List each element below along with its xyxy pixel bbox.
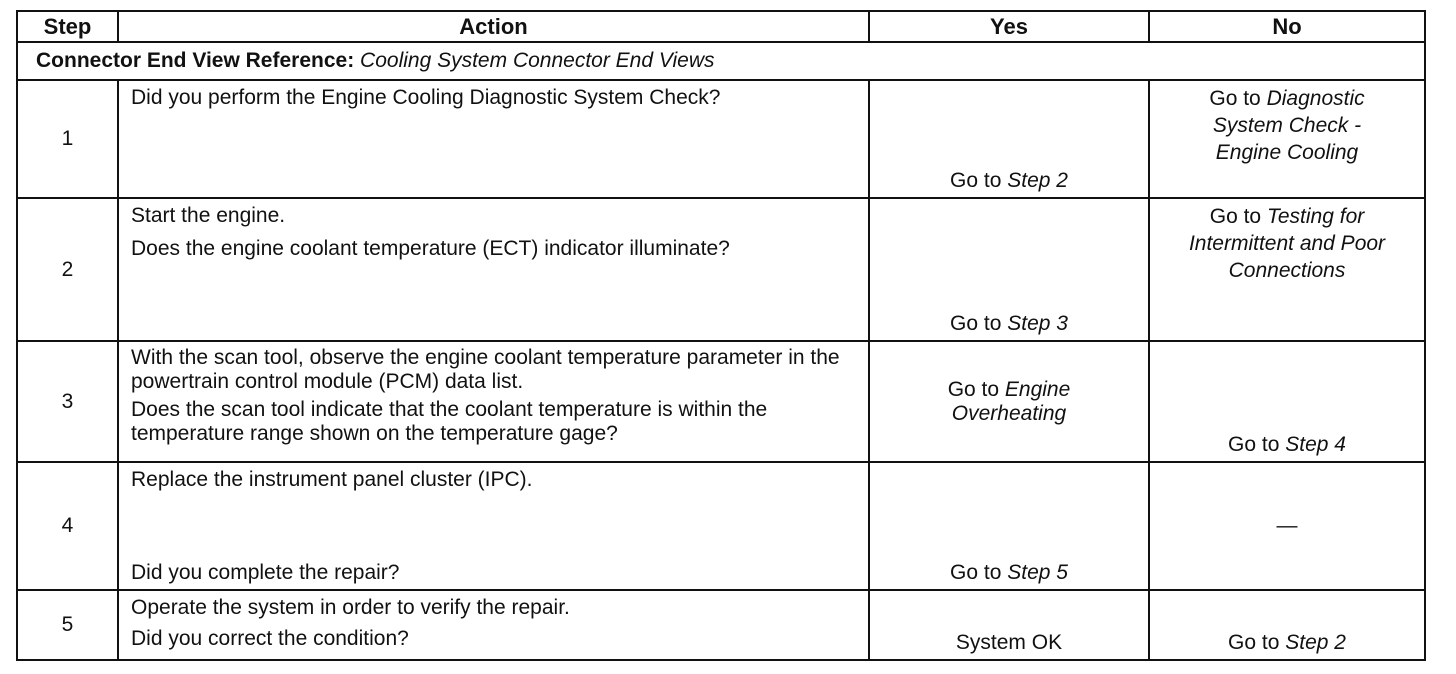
yes-cell — [869, 590, 1149, 660]
yes-prefix: Go to — [950, 312, 1002, 335]
no-link[interactable]: Diagnostic — [1266, 87, 1365, 110]
no-prefix: Go to — [1209, 205, 1262, 228]
action-question: Did you complete the repair? — [131, 561, 400, 584]
yes-cell — [869, 198, 1149, 341]
no-link-cont[interactable]: System Check - — [1212, 114, 1362, 137]
header-yes: Yes — [869, 11, 1149, 42]
yes-prefix: Go to — [947, 377, 1000, 401]
no-cell — [1149, 80, 1425, 198]
yes-link[interactable]: Step 2 — [1007, 169, 1068, 192]
yes-link-cont[interactable]: Overheating — [951, 401, 1067, 425]
action-question: Did you correct the condition? — [131, 627, 409, 650]
no-prefix: Go to — [1228, 433, 1280, 456]
no-link-cont[interactable]: Intermittent and Poor — [1188, 232, 1386, 255]
no-cell — [1149, 590, 1425, 660]
no-link[interactable]: Step 4 — [1285, 433, 1346, 456]
no-dash: — — [1276, 514, 1298, 537]
table-row — [17, 341, 1425, 462]
action-cell — [118, 462, 869, 590]
connector-reference — [17, 42, 1425, 80]
diagnostic-table — [16, 10, 1426, 661]
no-link[interactable]: Testing for — [1266, 205, 1365, 228]
header-row — [17, 11, 1425, 42]
action-question: Does the scan tool indicate that the coolant temperature is within the temperature range shown on the temperature gage? — [131, 398, 768, 445]
table-row — [17, 198, 1425, 341]
header-step: Step — [17, 11, 118, 42]
action-text: Replace the instrument panel cluster (IPC). — [131, 468, 533, 491]
no-link-cont[interactable]: Engine Cooling — [1215, 141, 1359, 164]
step-number: 5 — [17, 590, 118, 660]
action-cell — [118, 80, 869, 198]
header-action: Action — [118, 11, 869, 42]
action-text: With the scan tool, observe the engine coolant temperature parameter in the powertrain control module (PCM) data list. — [131, 346, 840, 393]
yes-cell — [869, 341, 1149, 462]
no-prefix: Go to — [1209, 87, 1261, 110]
no-link-cont[interactable]: Connections — [1228, 259, 1346, 282]
yes-cell — [869, 80, 1149, 198]
yes-link[interactable]: Step 3 — [1007, 312, 1068, 335]
reference-value: Cooling System Connector End Views — [360, 49, 715, 72]
action-cell — [118, 341, 869, 462]
header-no: No — [1149, 11, 1425, 42]
reference-row — [17, 42, 1425, 80]
no-cell — [1149, 462, 1425, 590]
no-link[interactable]: Step 2 — [1285, 631, 1346, 654]
table-row — [17, 462, 1425, 590]
table-row — [17, 590, 1425, 660]
yes-prefix: Go to — [950, 561, 1002, 584]
step-number: 2 — [17, 198, 118, 341]
yes-link[interactable]: Engine — [1004, 377, 1071, 401]
action-cell — [118, 198, 869, 341]
yes-link[interactable]: Step 5 — [1007, 561, 1068, 584]
action-question: Does the engine coolant temperature (ECT) indicator illuminate? — [131, 237, 730, 260]
table-row — [17, 80, 1425, 198]
reference-label: Connector End View Reference: — [36, 49, 355, 72]
action-text: Did you perform the Engine Cooling Diagnostic System Check? — [131, 86, 721, 109]
action-text: Operate the system in order to verify the repair. — [131, 596, 570, 619]
action-text: Start the engine. — [131, 204, 286, 227]
action-cell — [118, 590, 869, 660]
no-cell — [1149, 198, 1425, 341]
yes-text: System OK — [955, 631, 1063, 654]
step-number: 1 — [17, 80, 118, 198]
step-number: 3 — [17, 341, 118, 462]
no-cell — [1149, 341, 1425, 462]
yes-cell — [869, 462, 1149, 590]
yes-prefix: Go to — [950, 169, 1002, 192]
step-number: 4 — [17, 462, 118, 590]
no-prefix: Go to — [1228, 631, 1280, 654]
